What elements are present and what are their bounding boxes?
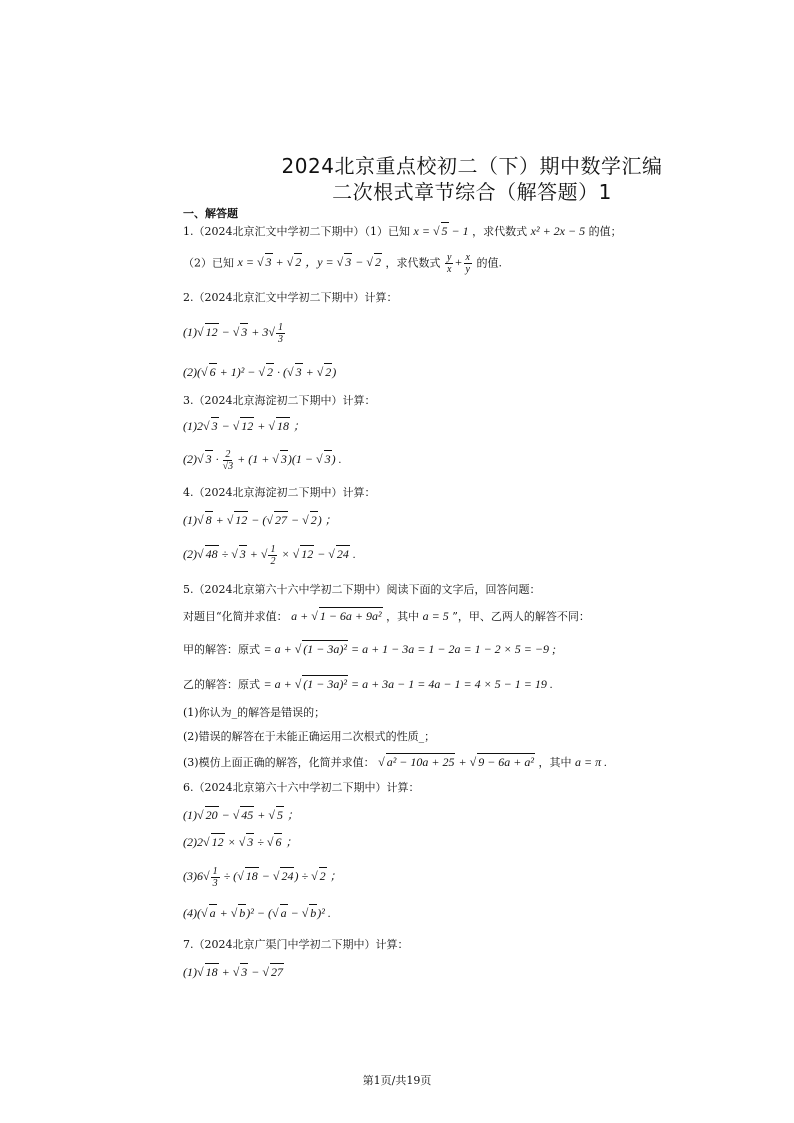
question-5-solution-yi: 乙的解答：原式 = a + √ (1 − 3a)² = a + 3a − 1 = 4a − 1 = 4 × 5 − 1 = 19 . (183, 677, 553, 691)
question-5-solution-jia: 甲的解答：原式 = a + √ (1 − 3a)² = a + 1 − 3a = 1 − 2a = 1 − 2 × 5 = −9 ; (183, 642, 556, 656)
question-5-part-2: (2)错误的解答在于未能正确运用二次根式的性质_； (183, 730, 436, 743)
question-3-item-2: (2)√ 3 · $\frac{2}{√3}$ + (1 + √ 3)(1 − √ 3) . (183, 449, 342, 472)
question-6-item-2: (2)2√ 12 × √ 3 ÷ √ 6 ； (183, 835, 298, 849)
question-1-part-1: 1.（2024北京汇文中学初二下期中）（1）已知 x = √ 5 − 1 ，求代数式 x² + 2x − 5 的值； (183, 224, 622, 238)
math-expression: $\frac{y}{x}$ + $\frac{x}{y}$ (446, 252, 470, 275)
question-6-item-1: (1)√ 20 − √ 45 + √ 5 ； (183, 808, 300, 822)
question-5-heading: 5.（2024北京第六十六中学初二下期中）阅读下面的文字后，回答问题： (183, 583, 541, 596)
page-footer: 第1页/共19页 (362, 1074, 432, 1087)
section-heading: 一、解答题 (183, 207, 238, 220)
math-expression: x = √ 5 − 1 (413, 224, 469, 238)
question-2-item-2: (2)(√ 6 + 1)² − √ 2 · (√ 3 + √ 2) (183, 365, 337, 379)
math-expression: x² + 2x − 5 (530, 224, 586, 238)
question-7-heading: 7.（2024北京广渠门中学初二下期中）计算： (183, 938, 409, 951)
question-4-heading: 4.（2024北京海淀初二下期中）计算： (183, 486, 376, 499)
question-1-part-2: （2）已知 x = √ 3 + √ 2 ，y = √ 3 − √ 2 ，求代数式 $\frac{y}{x}$ + $\frac{x}{y}$ 的值. (183, 252, 502, 275)
question-2-heading: 2.（2024北京汇文中学初二下期中）计算： (183, 291, 398, 304)
question-6-item-3: (3)6√ $\frac{1}{3}$ ÷ (√ 18 − √ 24) ÷ √ 2 ； (183, 866, 342, 889)
question-5-problem: 对题目“化简并求值： a + √ 1 − 6a + 9a² ，其中 a = 5 ”，甲、乙两人的解答不同： (183, 609, 590, 623)
question-2-item-1: (1)√ 12 − √ 3 + 3√ $\frac{1}{3}$ (183, 322, 283, 345)
math-expression: x = √ 3 + √ 2 ，y = √ 3 − √ 2 (237, 255, 381, 270)
question-5-part-3: (3)模仿上面正确的解答，化简并求值： √ a² − 10a + 25 + √ 9 − 6a + a² ，其中 a = π . (183, 755, 608, 769)
question-6-heading: 6.（2024北京第六十六中学初二下期中）计算： (183, 781, 420, 794)
document-title: 2024北京重点校初二（下）期中数学汇编 (281, 154, 663, 178)
question-3-heading: 3.（2024北京海淀初二下期中）计算： (183, 394, 376, 407)
question-7-item-1: (1)√ 18 + √ 3 − √ 27 (183, 965, 283, 979)
question-5-part-1: (1)你认为_的解答是错误的； (183, 706, 326, 719)
question-6-item-4: (4)(√ a + √ b)² − (√ a − √ b)² . (183, 906, 331, 920)
question-4-item-1: (1)√ 8 + √ 12 − (√ 27 − √ 2) ； (183, 513, 337, 527)
question-4-item-2: (2)√ 48 ÷ √ 3 + √ $\frac{1}{2}$ × √ 12 − √ 24 . (183, 544, 356, 567)
question-3-item-1: (1)2√ 3 − √ 12 + √ 18 ； (183, 419, 306, 433)
document-subtitle: 二次根式章节综合（解答题）1 (332, 180, 612, 204)
